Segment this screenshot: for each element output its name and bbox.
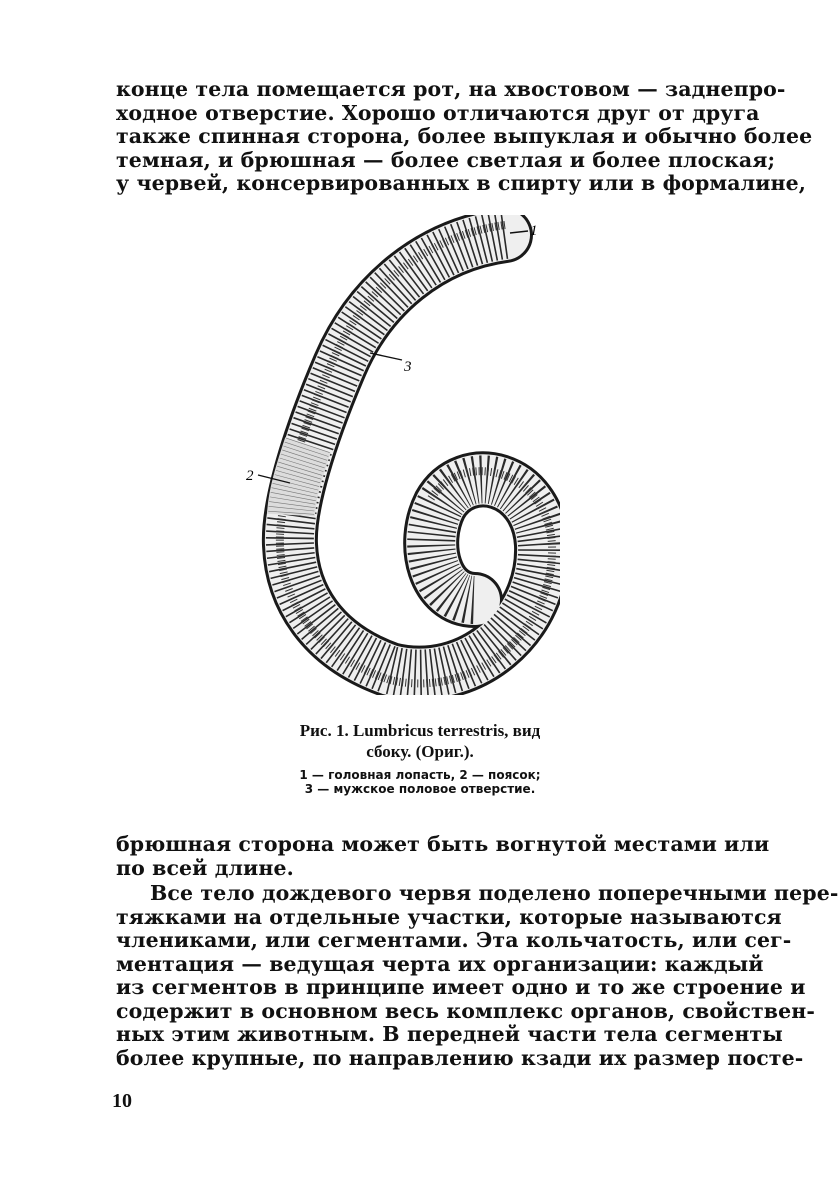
label-male-pore: 3 xyxy=(404,359,412,375)
label-head: 1 xyxy=(530,223,538,239)
text-line: ходное отверстие. Хорошо отличаются друг от друга xyxy=(116,100,760,125)
caption-line: Рис. 1. Lumbricus terrestris, вид xyxy=(299,721,541,740)
text-line: ных этим животным. В передней части тела сегменты xyxy=(116,1022,783,1046)
text-line: члениками, или сегментами. Эта кольчатость, или сег- xyxy=(116,928,792,952)
page-number: 10 xyxy=(112,1090,132,1112)
text-line: тяжками на отдельные участки, которые называются xyxy=(116,904,782,929)
text-line: по всей длине. xyxy=(116,855,294,880)
legend-line: 1 — головная лопасть, 2 — поясок; xyxy=(299,768,541,782)
text-line: также спинная сторона, более выпуклая и обычно более xyxy=(116,124,813,148)
earthworm-illustration xyxy=(230,215,560,695)
caption-line: сбоку. (Ориг.). xyxy=(366,742,474,761)
text-line: содержит в основном весь комплекс органов, свойствен- xyxy=(116,998,815,1023)
text-line: из сегментов в принципе имеет одно и то же строение и xyxy=(116,975,806,999)
text-line: более крупные, по направлению кзади их размер посте- xyxy=(116,1045,804,1070)
text-line: ментация — ведущая черта их организации: каждый xyxy=(116,951,764,976)
top-paragraph xyxy=(116,77,813,196)
text-line: брюшная сторона может быть вогнутой местами или xyxy=(116,832,770,856)
legend-line: 3 — мужское половое отверстие. xyxy=(304,782,536,796)
figure-caption xyxy=(240,720,600,762)
bottom-paragraph-continuation xyxy=(116,832,770,880)
text-line: у червей, консервированных в спирту или в формалине, xyxy=(116,171,807,195)
figure-legend xyxy=(240,768,600,796)
text-line: Все тело дождевого червя поделено поперечными пере- xyxy=(150,881,839,905)
bottom-paragraph xyxy=(116,881,839,1070)
label-clitellum: 2 xyxy=(246,468,254,484)
text-line: темная, и брюшная — более светлая и более плоская; xyxy=(116,147,776,172)
text-line: конце тела помещается рот, на хвостовом — заднепро- xyxy=(116,77,786,101)
